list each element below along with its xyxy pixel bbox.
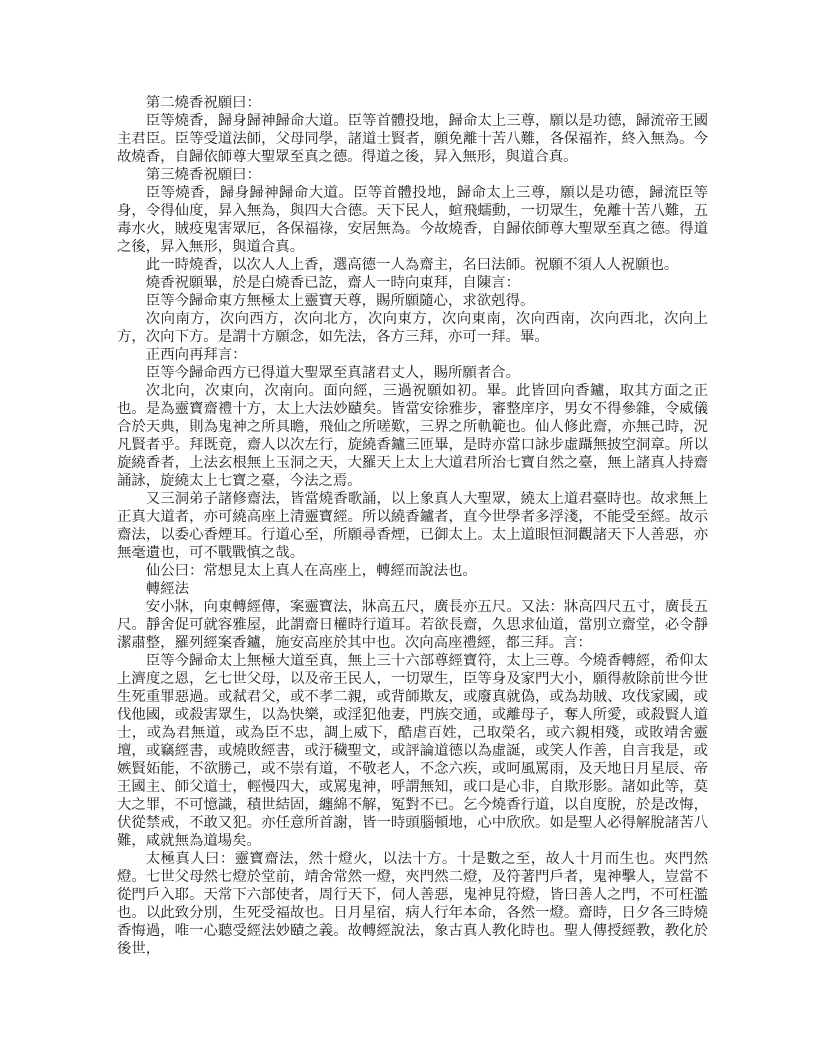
section-heading-turning-scripture: 轉經法 [145, 581, 189, 597]
paragraph: 安小牀，向東轉經傳，案靈寶法，牀高五尺，廣長亦五尺。又法：牀高四尺五寸，廣長五尺。靜舍促可就容雅屋，此謂齋日權時行道耳。若欲長齋，久思求仙道，當別立齋堂，必令靜潔肅整，羅列經案香鑪，施安高座於其中也。次向高座禮經，都三拜。言： [117, 599, 708, 651]
paragraph: 太極真人曰：靈寶齋法，然十燈火，以法十方。十是數之至，故人十月而生也。夾門然燈。七世父母然七燈於堂前，靖舍常然一燈，夾門然二燈，及符著門戶者，鬼神擊人，豈當不從門戶入耶。天常下六部使者，周行天下，伺人善惡，鬼神見符燈，皆曰善人之門，不可枉濫也。以此致分別，生死受福故也。日月星宿，病人行年本命，各然一燈。齋時，日夕各三時燒香悔過，唯一心聽受經法妙賾之義。故轉經說法，象古真人教化時也。聖人傳授經教，教化於後世， [117, 851, 708, 957]
paragraph: 次北向，次東向，次南向。面向經，三過祝願如初。畢。此皆回向香鑪，取其方面之正也。是為靈寶齋禮十方，太上大法妙賾矣。皆當安徐雅步，審整庠序，男女不得參雜，令威儀合於天典，則為鬼神之所具瞻，飛仙之所嗟歎，三界之所軌範也。仙人修此齋，亦無己時，況凡賢者乎。拜既竟，齋人以次左行，旋繞香鑪三匝畢，是時亦當口詠步虛躡無披空洞章。所以旋繞香者，上法玄根無上玉洞之天，大羅天上太上大道君所治七寶自然之臺，無上諸真人持齋誦詠，旋繞太上七寶之臺，今法之焉。 [117, 383, 708, 489]
paragraph: 臣等今歸命東方無極太上靈寶天尊，賜所願隨心，求欲剋得。 [145, 293, 535, 309]
paragraph: 臣等燒香，歸身歸神歸命大道。臣等首體投地，歸命太上三尊，願以是功德，歸流帝王國主君臣。臣等受道法師，父母同學，諸道士賢者，願免離十苦八難，各保福祚，終入無為。今故燒香，自歸依師尊大聖眾至真之德。得道之後，昇入無形，與道合真。 [117, 113, 708, 165]
paragraph: 此一時燒香，以次人人上香，選高德一人為齋主，名曰法師。祝願不須人人祝願也。 [145, 257, 679, 273]
section-heading-second-incense: 第二燒香祝願曰： [145, 95, 261, 111]
paragraph: 次向南方，次向西方，次向北方，次向東方，次向東南，次向西南，次向西北，次向上方，次向下方。是謂十方願念，如先法，各方三拜，亦可一拜。畢。 [117, 311, 708, 345]
paragraph: 燒香祝願畢，於是白燒香已訖，齋人一時向東拜，自陳言： [145, 275, 520, 291]
paragraph: 臣等燒香，歸身歸神歸命大道。臣等首體投地，歸命太上三尊，願以是功德，歸流臣等身，令得仙度，昇入無為，與四大合德。天下民人，蝖飛蠕動，一切眾生，免離十苦八難，五毒水火，賊疫鬼害眾厄，各保福祿，安居無為。今故燒香，自歸依師尊大聖眾至真之德。得道之後，昇入無形，與道合真。 [117, 185, 708, 255]
section-heading-third-incense: 第三燒香祝願曰： [145, 167, 261, 183]
paragraph: 臣等今歸命西方已得道大聖眾至真諸君丈人，賜所願者合。 [145, 365, 520, 381]
paragraph: 仙公曰：常想見太上真人在高座上，轉經而說法也。 [145, 563, 477, 579]
paragraph: 正西向再拜言： [145, 347, 247, 363]
scripture-text-block [117, 94, 708, 958]
paragraph: 又三洞弟子諸修齋法，皆當燒香歌誦，以上象真人大聖眾，繞太上道君臺時也。故求無上正真大道者，亦可繞高座上清靈寶經。所以繞香鑪者，直今世學者多浮淺，不能受至經。故示齋法，以委心香煙耳。行道心至，所願尋香煙，已御太上。太上道眼恒洞觀諸天下人善惡，亦無毫遺也，可不戰戰慎之哉。 [117, 491, 708, 561]
paragraph: 臣等今歸命太上無極大道至真，無上三十六部尊經寶符，太上三尊。今燒香轉經，希仰太上濟度之恩，乞七世父母，以及帝王民人，一切眾生，臣等身及家門大小，願得赦除前世今世生死重罪惡過。或弒君父，或不孝二親，或背師欺友，或廢真就偽，或為劫賊、攻伐家國，或伐他國，或殺害眾生，以為快樂，或淫犯他妻，門族交通，或離母子，奪人所愛，或殺賢人道士，或為君無道，或為臣不忠，調上威下，酷虐百姓，己取榮名，或六親相殘，或敗靖舍靈壇，或竊經書，或燒敗經書，或汙穢聖文，或評論道德以為虛誕，或笑人作善，自言我是，或嫉賢妬能，不欲勝己，或不崇有道，不敬老人，不念六疾，或呵風罵雨，及天地日月星辰、帝王國主、師父道士，輕慢四大，或罵鬼神，呼謂無知，或口是心非，自欺形影。諸如此等，莫大之罪，不可憶識，積世結固，纏綿不解，冤對不已。乞今燒香行道，以自度脫，於是改悔，伏從禁戒，不敢又犯。亦任意所首謝，皆一時頭腦頓地，心中欣欣。如是聖人必得解脫諸苦八難，咸就無為道場矣。 [117, 653, 708, 849]
